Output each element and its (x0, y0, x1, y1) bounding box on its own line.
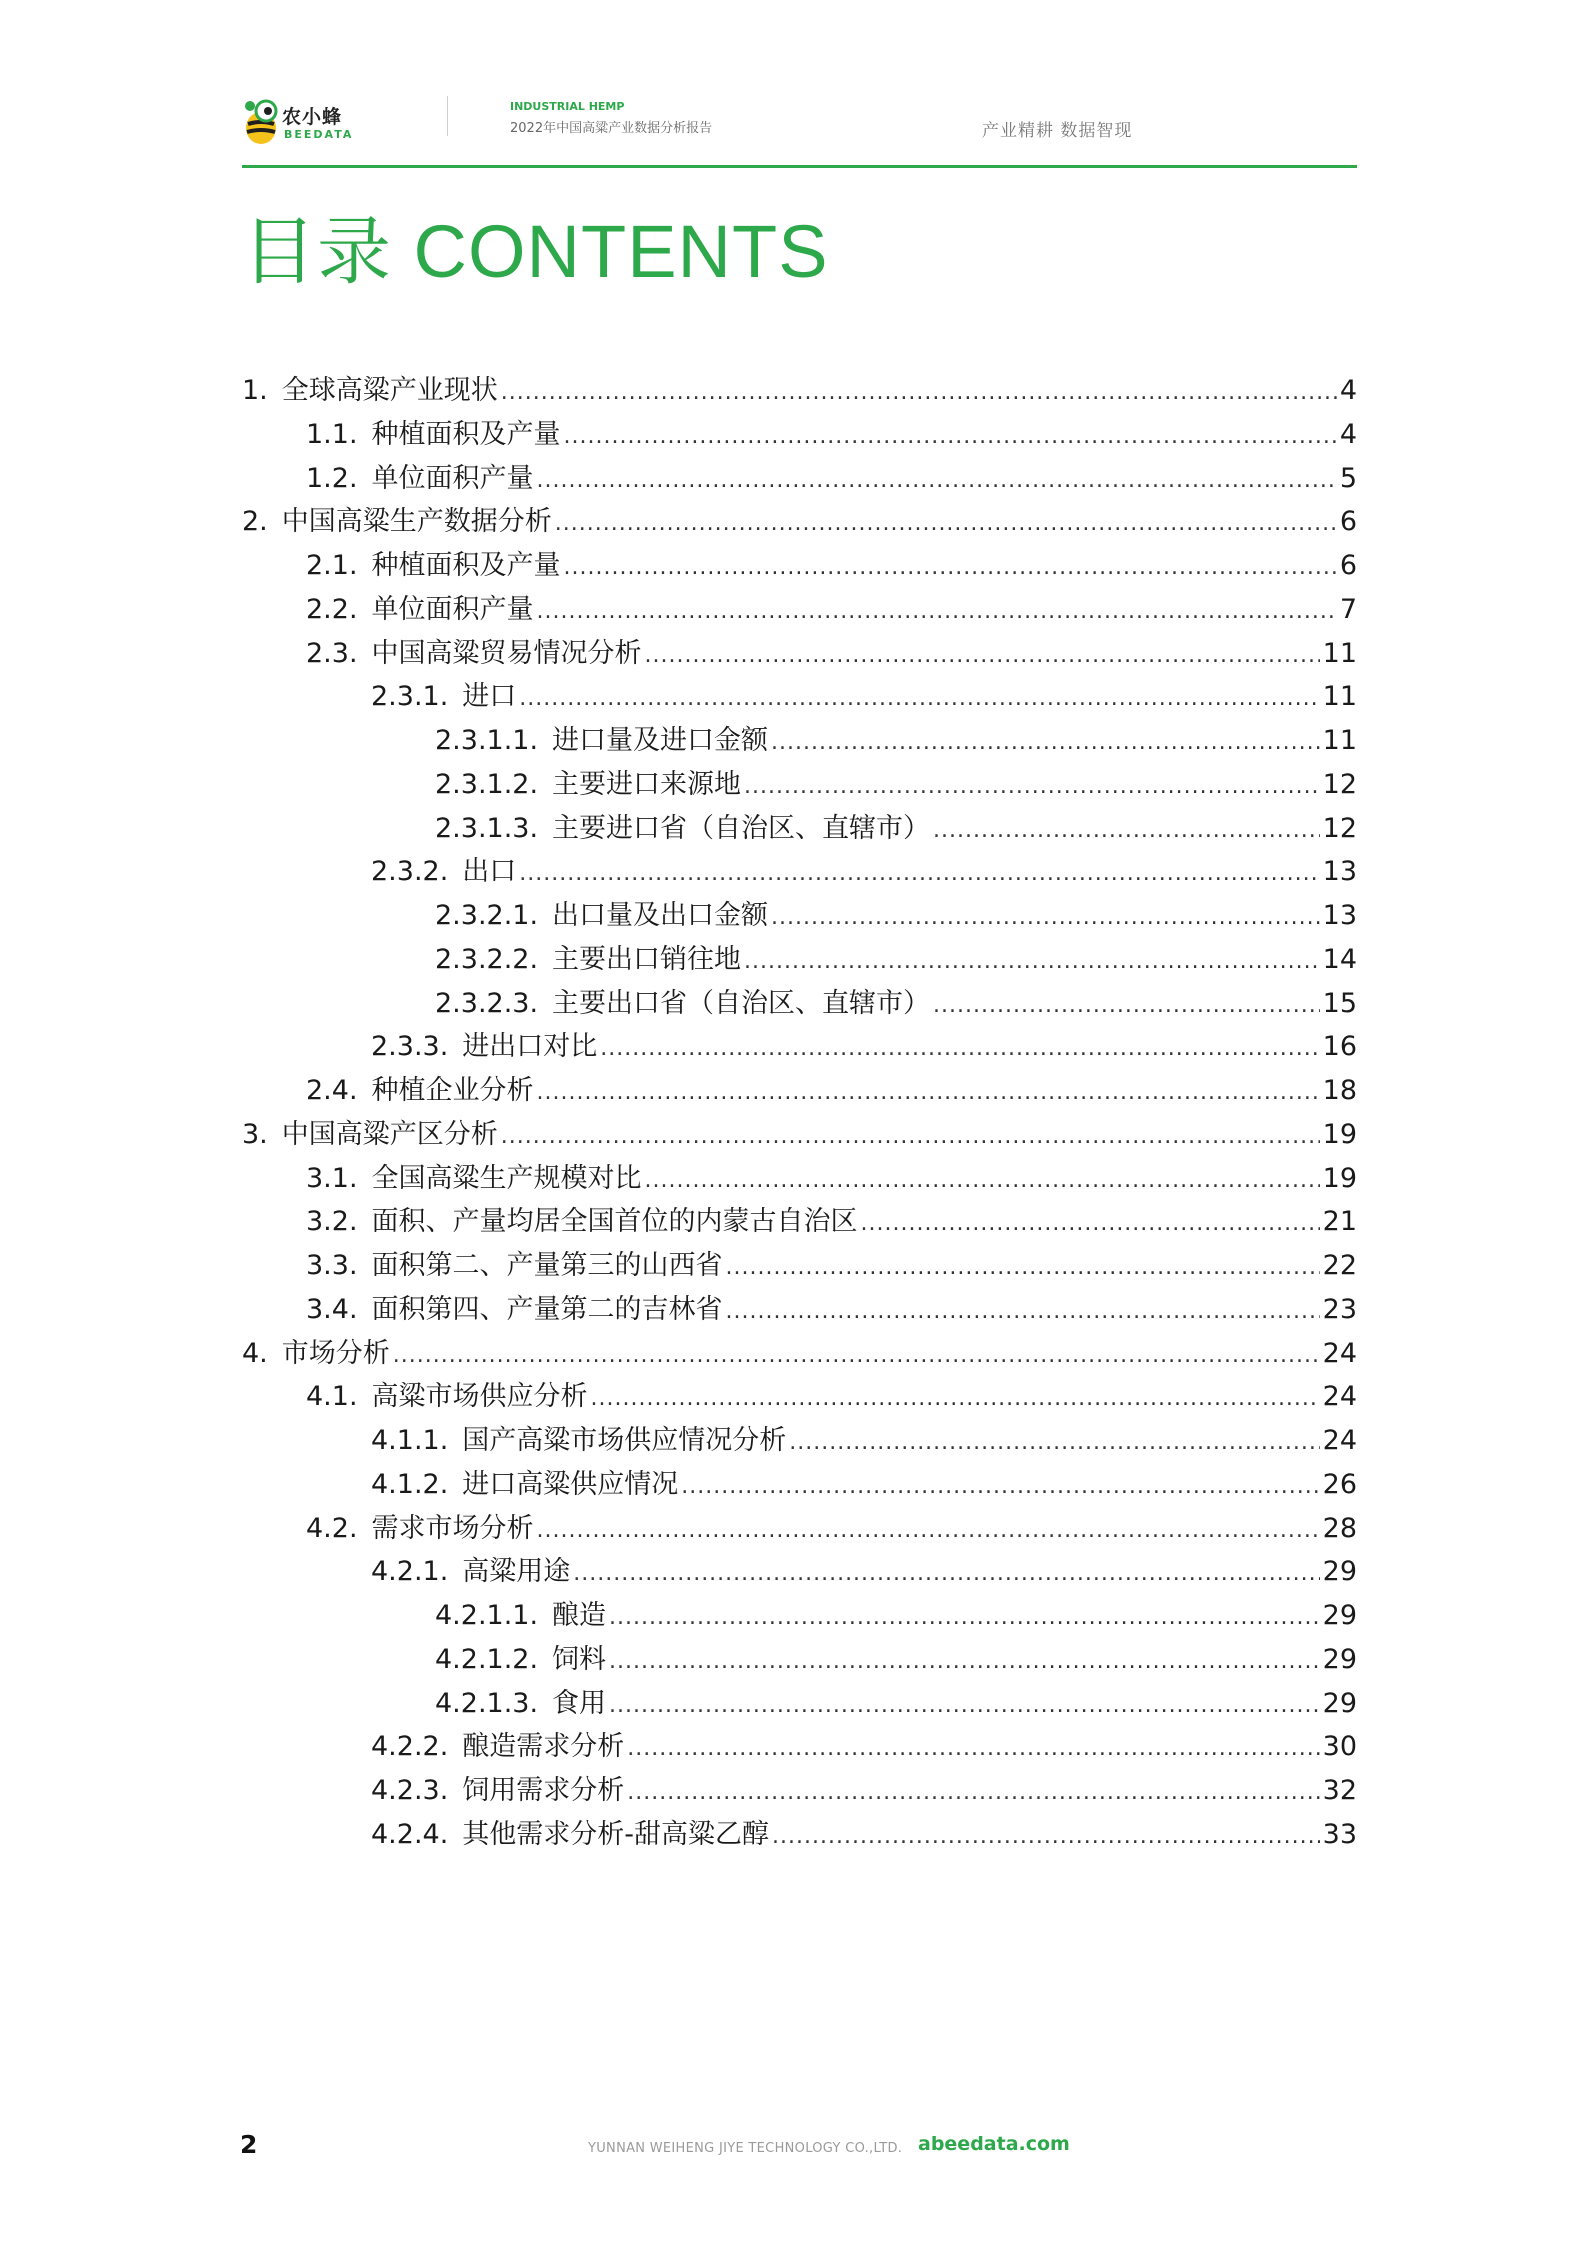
toc-entry-title: 单位面积产量 (371, 462, 534, 494)
toc-dot-leader (573, 1552, 1319, 1596)
toc-entry[interactable] (242, 1769, 1357, 1813)
report-subtitle-cn: 2022年中国高粱产业数据分析报告 (510, 121, 713, 136)
toc-entry-number: 1.1. (306, 418, 358, 450)
toc-entry-page: 29 (1322, 1687, 1357, 1719)
toc-dot-leader (627, 1727, 1319, 1771)
toc-dot-leader (555, 502, 1337, 546)
toc-entry-title: 中国高粱产区分析 (281, 1118, 498, 1150)
toc-entry-page: 24 (1322, 1381, 1357, 1413)
toc-entry-title: 酿造 (552, 1600, 607, 1631)
header-divider (447, 96, 448, 136)
toc-entry[interactable] (242, 413, 1357, 457)
toc-dot-leader (645, 1159, 1320, 1203)
toc-entry-number: 1. (242, 375, 268, 406)
toc-entry-title: 高粱用途 (462, 1556, 571, 1588)
toc-entry-page: 23 (1322, 1293, 1357, 1325)
toc-entry-page: 29 (1322, 1556, 1357, 1588)
toc-entry-title: 面积、产量均居全国首位的内蒙古自治区 (371, 1206, 858, 1238)
toc-entry[interactable] (242, 850, 1357, 894)
toc-entry[interactable] (242, 1113, 1357, 1157)
footer-page-number: 2 (240, 2130, 258, 2159)
toc-entry-page: 24 (1322, 1337, 1357, 1369)
toc-entry-title: 进口量及进口金额 (552, 725, 769, 756)
toc-dot-leader (393, 1334, 1320, 1378)
toc-entry[interactable] (242, 544, 1357, 588)
toc-entry[interactable] (242, 1463, 1357, 1507)
toc-entry-title: 饲用需求分析 (462, 1775, 625, 1806)
toc-entry-page: 29 (1322, 1643, 1357, 1675)
toc-entry-page: 19 (1322, 1162, 1357, 1194)
toc-entry-page: 14 (1322, 943, 1357, 975)
toc-entry-page: 19 (1322, 1118, 1357, 1150)
toc-entry[interactable] (242, 719, 1357, 763)
toc-entry[interactable] (242, 1200, 1357, 1244)
toc-entry[interactable] (242, 1332, 1357, 1376)
toc-entry[interactable] (242, 1069, 1357, 1113)
toc-entry-page: 24 (1322, 1425, 1357, 1456)
toc-entry[interactable] (242, 894, 1357, 938)
toc-entry-number: 2.3.1.2. (435, 768, 539, 800)
toc-entry[interactable] (242, 588, 1357, 632)
toc-entry-number: 3.1. (306, 1162, 358, 1194)
toc-entry-page: 28 (1322, 1512, 1357, 1544)
toc-entry-number: 2.2. (306, 593, 358, 625)
toc-entry-page: 13 (1322, 900, 1357, 931)
toc-entry-title: 全国高粱生产规模对比 (371, 1162, 642, 1194)
toc-entry-number: 4.2.1. (371, 1556, 449, 1588)
toc-entry[interactable] (242, 1419, 1357, 1463)
toc-entry-number: 3.3. (306, 1250, 358, 1281)
toc-dot-leader (744, 940, 1320, 984)
toc-entry-number: 4.2.4. (371, 1818, 449, 1850)
toc-entry-number: 2.3.2.2. (435, 943, 539, 975)
toc-entry-title: 单位面积产量 (371, 593, 534, 625)
toc-entry[interactable] (242, 1157, 1357, 1201)
toc-entry-number: 2.3.2. (371, 856, 449, 888)
footer-company: YUNNAN WEIHENG JIYE TECHNOLOGY CO.,LTD. (588, 2141, 903, 2156)
toc-entry-title: 中国高粱贸易情况分析 (371, 637, 642, 669)
toc-entry-page: 12 (1322, 768, 1357, 800)
toc-entry[interactable] (242, 982, 1357, 1026)
toc-entry-title: 市场分析 (281, 1337, 390, 1369)
toc-entry-number: 3.4. (306, 1293, 358, 1325)
header-slogan: 产业精耕 数据智现 (982, 121, 1133, 141)
toc-entry-number: 2.3.1.3. (435, 812, 539, 844)
toc-entry-title: 进出口对比 (462, 1031, 598, 1063)
toc-dot-leader (501, 1115, 1320, 1159)
toc-entry-page: 15 (1322, 987, 1357, 1019)
toc-entry-number: 2.3.2.1. (435, 900, 539, 931)
toc-dot-leader (772, 1815, 1320, 1859)
toc-entry-title: 国产高粱市场供应情况分析 (462, 1425, 787, 1456)
toc-entry-number: 2.1. (306, 550, 358, 581)
toc-entry[interactable] (242, 369, 1357, 413)
toc-entry-page: 13 (1322, 856, 1357, 888)
brand-name-en: BEEDATA (284, 128, 354, 141)
toc-entry[interactable] (242, 807, 1357, 851)
toc-entry-title: 主要出口销往地 (552, 943, 742, 975)
table-of-contents (242, 369, 1357, 1857)
toc-dot-leader (681, 1465, 1319, 1509)
toc-entry-title: 主要进口省（自治区、直辖市） (552, 812, 931, 844)
toc-entry-number: 1.2. (306, 462, 358, 494)
page-title: 目录 CONTENTS (242, 210, 829, 293)
toc-entry-title: 种植企业分析 (371, 1075, 534, 1106)
toc-dot-leader (771, 721, 1320, 765)
toc-entry-page: 11 (1322, 681, 1357, 713)
toc-entry-number: 4.2.1.3. (435, 1687, 539, 1719)
toc-entry[interactable] (242, 1375, 1357, 1419)
toc-entry[interactable] (242, 1638, 1357, 1682)
toc-entry-title: 中国高粱生产数据分析 (281, 506, 552, 538)
toc-entry-number: 2.4. (306, 1075, 358, 1106)
toc-entry-number: 2. (242, 506, 268, 538)
toc-entry[interactable] (242, 675, 1357, 719)
toc-entry-page: 21 (1322, 1206, 1357, 1238)
toc-entry-number: 4. (242, 1337, 268, 1369)
toc-entry-title: 饲料 (552, 1643, 607, 1675)
toc-dot-leader (861, 1202, 1320, 1246)
toc-dot-leader (744, 765, 1320, 809)
toc-entry-page: 32 (1322, 1775, 1357, 1806)
toc-dot-leader (771, 896, 1320, 940)
toc-entry-title: 主要进口来源地 (552, 768, 742, 800)
toc-entry-page: 5 (1339, 462, 1357, 494)
toc-entry[interactable] (242, 1507, 1357, 1551)
toc-entry-page: 7 (1339, 593, 1357, 625)
toc-entry-page: 6 (1339, 550, 1357, 581)
toc-entry-number: 4.1.2. (371, 1468, 449, 1500)
toc-entry-number: 4.2.2. (371, 1731, 449, 1763)
toc-entry-title: 进口 (462, 681, 517, 713)
toc-entry-title: 全球高粱产业现状 (281, 375, 498, 406)
toc-entry[interactable] (242, 500, 1357, 544)
toc-entry-page: 11 (1322, 637, 1357, 669)
toc-dot-leader (609, 1596, 1320, 1640)
toc-entry-title: 食用 (552, 1687, 607, 1719)
toc-entry-number: 3. (242, 1118, 268, 1150)
toc-dot-leader (591, 1377, 1320, 1421)
toc-entry[interactable] (242, 632, 1357, 676)
toc-entry-number: 2.3.1. (371, 681, 449, 713)
toc-entry[interactable] (242, 1550, 1357, 1594)
toc-entry-number: 4.2. (306, 1512, 358, 1544)
toc-dot-leader (933, 809, 1320, 853)
toc-dot-leader (519, 852, 1319, 896)
toc-entry-page: 16 (1322, 1031, 1357, 1063)
toc-entry-number: 4.2.1.2. (435, 1643, 539, 1675)
toc-entry-title: 面积第四、产量第二的吉林省 (371, 1293, 723, 1325)
toc-entry-number: 4.2.1.1. (435, 1600, 539, 1631)
toc-dot-leader (519, 677, 1319, 721)
toc-entry-title: 进口高粱供应情况 (462, 1468, 679, 1500)
header-rule (242, 165, 1357, 168)
toc-entry[interactable] (242, 1682, 1357, 1726)
toc-entry-page: 4 (1339, 375, 1357, 406)
toc-dot-leader (537, 1071, 1320, 1115)
toc-entry-number: 2.3.1.1. (435, 725, 539, 756)
toc-dot-leader (501, 371, 1337, 415)
bee-logo-icon (242, 98, 280, 146)
toc-entry-title: 高粱市场供应分析 (371, 1381, 588, 1413)
toc-entry-number: 4.1. (306, 1381, 358, 1413)
footer-website: abeedata.com (918, 2133, 1070, 2155)
toc-entry[interactable] (242, 1813, 1357, 1857)
toc-entry[interactable] (242, 1288, 1357, 1332)
toc-entry-page: 26 (1322, 1468, 1357, 1500)
toc-dot-leader (726, 1290, 1320, 1334)
toc-entry-title: 面积第二、产量第三的山西省 (371, 1250, 723, 1281)
report-subtitle-en: INDUSTRIAL HEMP (510, 100, 625, 113)
toc-entry-page: 4 (1339, 418, 1357, 450)
toc-dot-leader (789, 1421, 1319, 1465)
toc-entry[interactable] (242, 1025, 1357, 1069)
toc-entry-page: 22 (1322, 1250, 1357, 1281)
toc-entry-title: 酿造需求分析 (462, 1731, 625, 1763)
toc-entry-number: 2.3.3. (371, 1031, 449, 1063)
toc-entry-title: 出口 (462, 856, 517, 888)
toc-entry-number: 4.1.1. (371, 1425, 449, 1456)
toc-dot-leader (564, 415, 1337, 459)
brand-name-cn: 农小蜂 (282, 106, 343, 128)
toc-entry[interactable] (242, 1244, 1357, 1288)
toc-entry-title: 种植面积及产量 (371, 550, 561, 581)
toc-entry-number: 2.3.2.3. (435, 987, 539, 1019)
toc-entry[interactable] (242, 1594, 1357, 1638)
toc-entry-page: 12 (1322, 812, 1357, 844)
toc-entry-page: 33 (1322, 1818, 1357, 1850)
toc-dot-leader (537, 590, 1337, 634)
page-header (242, 90, 1357, 168)
toc-entry[interactable] (242, 457, 1357, 501)
toc-dot-leader (564, 546, 1337, 590)
toc-entry-title: 种植面积及产量 (371, 418, 561, 450)
toc-entry-page: 6 (1339, 506, 1357, 538)
toc-dot-leader (609, 1640, 1320, 1684)
toc-entry-page: 29 (1322, 1600, 1357, 1631)
toc-entry-page: 30 (1322, 1731, 1357, 1763)
toc-entry-page: 18 (1322, 1075, 1357, 1106)
toc-entry[interactable] (242, 1725, 1357, 1769)
toc-entry-title: 主要出口省（自治区、直辖市） (552, 987, 931, 1019)
toc-dot-leader (609, 1684, 1320, 1728)
toc-entry-page: 11 (1322, 725, 1357, 756)
toc-dot-leader (600, 1027, 1319, 1071)
toc-dot-leader (627, 1771, 1319, 1815)
toc-entry-number: 3.2. (306, 1206, 358, 1238)
toc-entry-title: 出口量及出口金额 (552, 900, 769, 931)
toc-entry-title: 其他需求分析-甜高粱乙醇 (462, 1818, 770, 1850)
toc-dot-leader (933, 984, 1320, 1028)
toc-dot-leader (645, 634, 1320, 678)
toc-entry[interactable] (242, 763, 1357, 807)
toc-entry[interactable] (242, 938, 1357, 982)
brand-logo (242, 98, 442, 150)
report-subtitle (510, 100, 712, 136)
toc-entry-number: 4.2.3. (371, 1775, 449, 1806)
toc-dot-leader (726, 1246, 1320, 1290)
toc-dot-leader (537, 459, 1337, 503)
toc-entry-number: 2.3. (306, 637, 358, 669)
toc-entry-title: 需求市场分析 (371, 1512, 534, 1544)
toc-dot-leader (537, 1509, 1320, 1553)
